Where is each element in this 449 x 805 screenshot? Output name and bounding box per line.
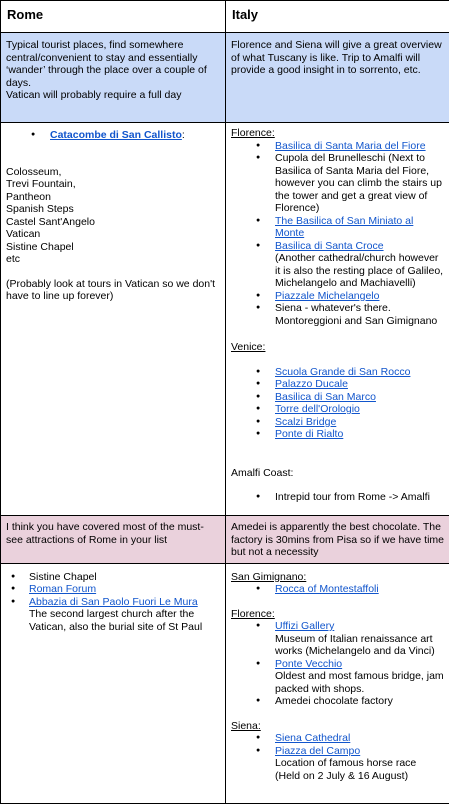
florence-list: [231, 140, 444, 328]
place-link[interactable]: Uffizi Gallery: [275, 620, 335, 632]
place-link[interactable]: Scuola Grande di San Rocco: [275, 365, 411, 378]
place-note: The second largest church after the Vatican, also the burial site of St Paul: [29, 608, 203, 633]
place-link[interactable]: Basilica di Santa Croce: [275, 239, 384, 252]
list-item: [231, 695, 444, 708]
florence-heading: Florence:: [231, 127, 275, 139]
header-italy: Italy: [226, 1, 449, 33]
place-note: (Another cathedral/church however it is also the resting place of Galileo, Michelangelo and Machiavelli): [275, 252, 444, 289]
list-item: [6, 571, 220, 584]
overview-row: [1, 33, 449, 123]
list-item: [231, 491, 444, 504]
siena-heading: Siena:: [231, 719, 261, 732]
italy-comment: Amedei is apparently the best chocolate. The factory is 30mins from Pisa so if we have time but not a necessity: [231, 521, 444, 558]
list-item: [231, 745, 444, 783]
venice-heading: Venice:: [231, 341, 266, 353]
list-item: [231, 378, 444, 391]
rome-extra-list: [6, 571, 220, 634]
list-item: [231, 416, 444, 429]
place-text: Siena - whatever's there. Montoreggioni and San Gimignano: [275, 302, 438, 327]
italy-overview-cell: [226, 33, 449, 123]
list-item: [231, 240, 444, 290]
rome-place: Trevi Fountain,: [6, 178, 76, 190]
place-link[interactable]: Scalzi Bridge: [275, 415, 337, 428]
san-gimignano-heading: San Gimignano:: [231, 570, 307, 583]
list-item: [231, 215, 444, 240]
list-item: [231, 152, 444, 215]
list-item: [231, 391, 444, 404]
place-note: Oldest and most famous bridge, jam packed with shops.: [275, 670, 444, 695]
place-link[interactable]: Rocca of Montestaffoli: [275, 583, 379, 595]
rome-overview-text: Typical tourist places, find somewhere central/convenient to stay and essentially ‘wander’ through the place over a couple of days.: [6, 39, 207, 89]
place-link[interactable]: Roman Forum: [29, 583, 97, 595]
place-link[interactable]: Palazzo Ducale: [275, 378, 348, 390]
place-link[interactable]: Torre dell'Orologio: [275, 403, 360, 415]
place-link[interactable]: Abbazia di San Paolo Fuori Le Mura: [29, 595, 198, 608]
place-link[interactable]: Ponte di Rialto: [275, 428, 344, 440]
rome-place: Sistine Chapel: [6, 240, 74, 253]
venice-list: [231, 366, 444, 441]
place-note: Museum of Italian renaissance art works (Michelangelo and da Vinci): [275, 632, 435, 657]
place-text: Intrepid tour from Rome -> Amalfi: [275, 491, 430, 503]
list-item: [231, 732, 444, 745]
place-link[interactable]: Piazzale Michelangelo: [275, 289, 380, 302]
extra-row: [1, 563, 449, 803]
italy-comment-cell: [226, 516, 449, 564]
list-item: [6, 596, 220, 634]
list-item: ● Catacombe di San Callisto:: [6, 129, 220, 142]
place-link[interactable]: Basilica di San Marco: [275, 390, 376, 403]
rome-places-cell: [1, 123, 226, 516]
rome-place: Pantheon: [6, 190, 51, 203]
list-item: [231, 366, 444, 379]
italy-extra-cell: [226, 563, 449, 803]
rome-overview-vatican: Vatican will probably require a full day: [6, 89, 182, 101]
list-item: [231, 140, 444, 153]
list-item: [231, 428, 444, 441]
place-note: Location of famous horse race (Held on 2 July & 16 August): [275, 757, 417, 782]
rome-extra-cell: [1, 563, 226, 803]
rome-places-list: [6, 166, 220, 266]
rome-comment-cell: [1, 516, 226, 564]
rome-place: Castel Sant'Angelo: [6, 215, 95, 228]
rome-place: Spanish Steps: [6, 203, 74, 215]
rome-vatican-note: (Probably look at tours in Vatican so we don't have to line up forever): [6, 277, 216, 302]
amalfi-list: [231, 491, 444, 504]
rome-place: Colosseum,: [6, 165, 62, 178]
list-item: [231, 302, 444, 327]
florence-heading-2: Florence:: [231, 607, 275, 620]
catacombe-link[interactable]: Catacombe di San Callisto: [50, 129, 182, 141]
place-link[interactable]: Ponte Vecchio: [275, 657, 343, 670]
rome-place: etc: [6, 253, 21, 265]
comments-row: [1, 516, 449, 564]
san-gimignano-list: [231, 583, 444, 596]
place-text: Amedei chocolate factory: [275, 695, 393, 707]
place-text: Sistine Chapel: [29, 570, 97, 583]
rome-place: Vatican: [6, 228, 41, 240]
list-item: [231, 620, 444, 658]
florence-list-2: [231, 620, 444, 708]
place-link[interactable]: Piazza del Campo: [275, 744, 361, 757]
place-link[interactable]: The Basilica of San Miniato al Monte: [275, 214, 414, 239]
list-item: [231, 403, 444, 416]
rome-link-list: [6, 129, 220, 142]
place-text: Cupola del Brunelleschi (Next to Basilica of Santa Maria del Fiore, however you can climb the stairs up the tower and get a great view of Florence): [275, 152, 442, 214]
rome-overview-cell: [1, 33, 226, 123]
italy-overview-text: Florence and Siena will give a great overview of what Tuscany is like. Trip to Amalfi will provide a good insight in to sorrento, etc.: [231, 39, 442, 76]
header-row: [1, 1, 449, 33]
list-item: [6, 583, 220, 596]
list-item: [231, 583, 444, 596]
list-item: [231, 658, 444, 696]
rome-comment: I think you have covered most of the must-see attractions of Rome in your list: [6, 521, 204, 546]
list-item: [231, 290, 444, 303]
places-row: [1, 123, 449, 516]
place-link[interactable]: Basilica di Santa Maria del Fiore: [275, 139, 426, 152]
amalfi-heading: Amalfi Coast:: [231, 466, 294, 479]
header-rome: Rome: [1, 1, 226, 33]
italy-places-cell: [226, 123, 449, 516]
siena-list: [231, 732, 444, 782]
place-link[interactable]: Siena Cathedral: [275, 732, 351, 744]
